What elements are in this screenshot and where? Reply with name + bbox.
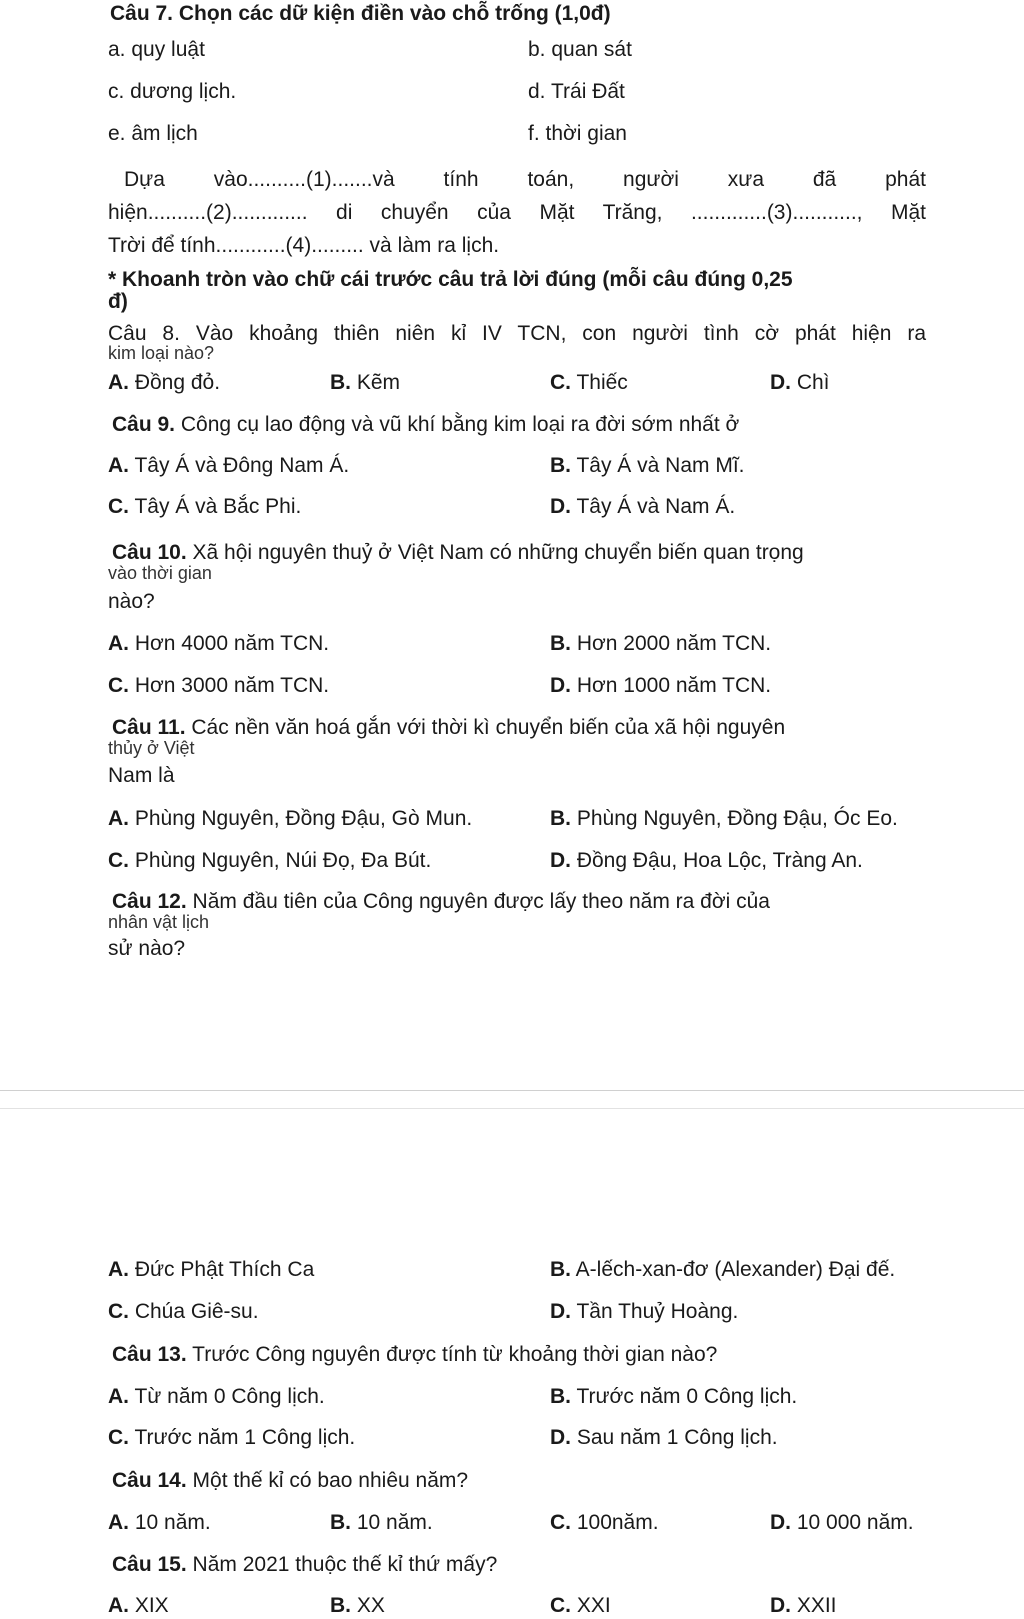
page-divider-bottom <box>0 1108 1024 1109</box>
q7-passage-line-3: Trời để tính............(4)......... và làm ra lịch. <box>108 234 500 257</box>
q9-stem: Câu 9. Công cụ lao động và vũ khí bằng kim loại ra đời sớm nhất ở <box>112 413 740 436</box>
q14-answer-d: D. 10 000 năm. <box>770 1511 914 1534</box>
q8-stem-line-2: kim loại nào? <box>108 343 215 363</box>
q7-option-a: a. quy luật <box>108 38 205 61</box>
q11-stem-line-3: Nam là <box>108 764 175 787</box>
q14-answer-c: C. 100năm. <box>550 1511 659 1534</box>
q12-answer-d: D. Tần Thuỷ Hoàng. <box>550 1300 739 1323</box>
q12-answer-c: C. Chúa Giê-su. <box>108 1300 259 1323</box>
instruction-line-2: đ) <box>108 290 128 313</box>
q13-answer-b: B. Trước năm 0 Công lịch. <box>550 1385 798 1408</box>
q7-option-b: b. quan sát <box>528 38 632 61</box>
q9-answer-c: C. Tây Á và Bắc Phi. <box>108 495 302 518</box>
q8-answer-a: A. Đồng đỏ. <box>108 371 221 394</box>
q9-answer-b: B. Tây Á và Nam Mĩ. <box>550 454 745 477</box>
q11-answer-a: A. Phùng Nguyên, Đồng Đậu, Gò Mun. <box>108 807 473 830</box>
q11-stem-line-2: thủy ở Việt <box>108 738 195 758</box>
q9-answer-a: A. Tây Á và Đông Nam Á. <box>108 454 350 477</box>
q11-answer-c: C. Phùng Nguyên, Núi Đọ, Đa Bút. <box>108 849 432 872</box>
q14-answer-b: B. 10 năm. <box>330 1511 433 1534</box>
q8-stem-line-1: Câu 8. Vào khoảng thiên niên kỉ IV TCN, con người tình cờ phát hiện ra <box>108 322 926 345</box>
q13-stem: Câu 13. Trước Công nguyên được tính từ khoảng thời gian nào? <box>112 1343 718 1366</box>
instruction-line-1: * Khoanh tròn vào chữ cái trước câu trả lời đúng (mỗi câu đúng 0,25 <box>108 268 793 291</box>
q13-answer-d: D. Sau năm 1 Công lịch. <box>550 1426 778 1449</box>
q7-passage-line-1: Dựa vào..........(1).......và tính toán, người xưa đã phát <box>124 168 926 191</box>
q15-answer-a: A. XIX <box>108 1594 169 1617</box>
q8-answer-b: B. Kẽm <box>330 371 401 394</box>
q10-answer-d: D. Hơn 1000 năm TCN. <box>550 674 772 697</box>
q15-answer-d: D. XXII <box>770 1594 837 1617</box>
q8-answer-d: D. Chì <box>770 371 830 394</box>
q10-answer-a: A. Hơn 4000 năm TCN. <box>108 632 330 655</box>
q11-answer-d: D. Đồng Đậu, Hoa Lộc, Tràng An. <box>550 849 863 872</box>
q8-answer-c: C. Thiếc <box>550 371 628 394</box>
q7-option-c: c. dương lịch. <box>108 80 237 103</box>
q10-stem-line-3: nào? <box>108 590 155 613</box>
q10-answer-b: B. Hơn 2000 năm TCN. <box>550 632 772 655</box>
q10-stem-line-1: Câu 10. Xã hội nguyên thuỷ ở Việt Nam có những chuyển biến quan trọng <box>112 541 804 564</box>
q14-answer-a: A. 10 năm. <box>108 1511 211 1534</box>
q7-option-f: f. thời gian <box>528 122 627 145</box>
q14-stem: Câu 14. Một thế kỉ có bao nhiêu năm? <box>112 1469 469 1492</box>
q10-stem-line-2: vào thời gian <box>108 563 212 583</box>
q7-title: Câu 7. Chọn các dữ kiện điền vào chỗ trống (1,0đ) <box>110 2 611 25</box>
q12-stem-line-2: nhân vật lịch <box>108 912 210 932</box>
q13-answer-a: A. Từ năm 0 Công lịch. <box>108 1385 325 1408</box>
q15-answer-c: C. XXI <box>550 1594 611 1617</box>
q7-option-d: d. Trái Đất <box>528 80 625 103</box>
q15-stem: Câu 15. Năm 2021 thuộc thế kỉ thứ mấy? <box>112 1553 498 1576</box>
q12-stem-line-3: sử nào? <box>108 937 186 960</box>
q13-answer-c: C. Trước năm 1 Công lịch. <box>108 1426 356 1449</box>
page-divider-top <box>0 1090 1024 1091</box>
q11-answer-b: B. Phùng Nguyên, Đồng Đậu, Óc Eo. <box>550 807 898 830</box>
q9-answer-d: D. Tây Á và Nam Á. <box>550 495 736 518</box>
q12-answer-a: A. Đức Phật Thích Ca <box>108 1258 315 1281</box>
q11-stem-line-1: Câu 11. Các nền văn hoá gắn với thời kì chuyển biến của xã hội nguyên <box>112 716 786 739</box>
q7-option-e: e. âm lịch <box>108 122 198 145</box>
q15-answer-b: B. XX <box>330 1594 385 1617</box>
q12-answer-b: B. A-lếch-xan-đơ (Alexander) Đại đế. <box>550 1258 896 1281</box>
q10-answer-c: C. Hơn 3000 năm TCN. <box>108 674 330 697</box>
q12-stem-line-1: Câu 12. Năm đầu tiên của Công nguyên được lấy theo năm ra đời của <box>112 890 770 913</box>
q7-passage-line-2: hiện..........(2)............. di chuyển của Mặt Trăng, .............(3)..........., Mặt <box>108 201 926 224</box>
